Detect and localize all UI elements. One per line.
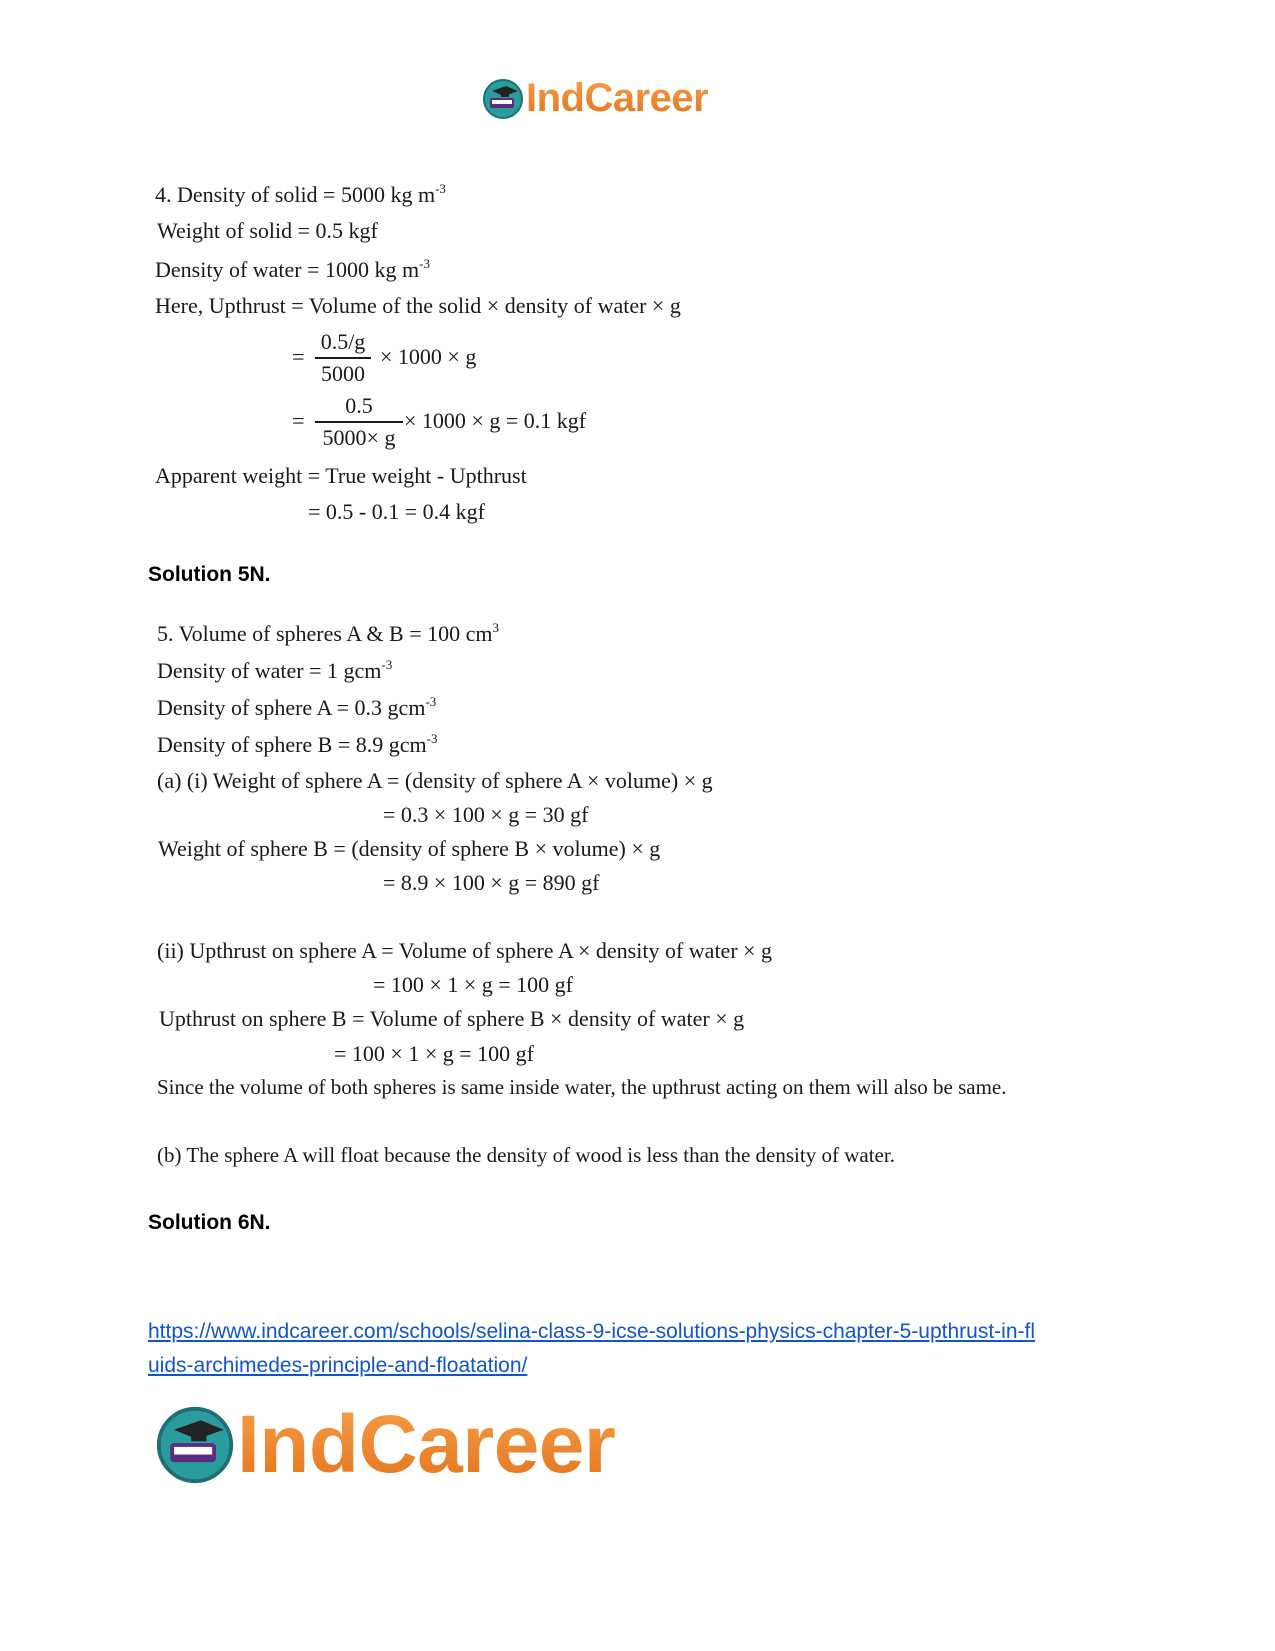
text: 5. Volume of spheres A & B = 100 cm — [157, 621, 493, 646]
eq2-prefix: = — [292, 408, 305, 433]
header-logo — [482, 76, 708, 121]
source-link-line-1[interactable]: https://www.indcareer.com/schools/selina-class-9-icse-solutions-physics-chapter-5-upthrust-in-fl — [148, 1320, 1035, 1343]
solution-5-line-12: = 100 × 1 × g = 100 gf — [334, 1041, 534, 1066]
source-link-line-2[interactable]: uids-archimedes-principle-and-floatation/ — [148, 1354, 528, 1377]
text: 4. Density of solid = 5000 kg m — [155, 182, 436, 207]
solution-5-line-8: = 8.9 × 100 × g = 890 gf — [383, 870, 600, 895]
eq2-fraction — [315, 393, 403, 451]
solution-5-line-5: (a) (i) Weight of sphere A = (density of sphere A × volume) × g — [157, 768, 713, 793]
solution-5-line-9: (ii) Upthrust on sphere A = Volume of sphere A × density of water × g — [157, 938, 773, 963]
solution-5-line-13: Since the volume of both spheres is same inside water, the upthrust acting on them will also be same. — [157, 1075, 1007, 1099]
superscript: 3 — [492, 620, 499, 635]
superscript: -3 — [425, 694, 437, 709]
header-logo-text: IndCareer — [526, 76, 709, 120]
solution-5-line-10: = 100 × 1 × g = 100 gf — [373, 972, 573, 997]
graduation-cap-book-globe-icon — [482, 78, 524, 120]
eq1-prefix: = — [292, 344, 305, 369]
text: Density of sphere B = 8.9 gcm — [157, 732, 427, 757]
solution-5-line-1 — [157, 621, 499, 647]
solution-4-line-4: Here, Upthrust = Volume of the solid × density of water × g — [155, 293, 681, 318]
footer-logo-text: IndCareer — [237, 1399, 616, 1490]
solution-4-line-3 — [155, 257, 430, 283]
text: Density of sphere A = 0.3 gcm — [157, 695, 426, 720]
solution-5-line-2 — [157, 658, 392, 684]
numerator: 0.5 — [345, 393, 373, 418]
text: Density of water = 1000 kg m — [155, 257, 420, 282]
fraction-bar — [315, 421, 403, 423]
solution-5-line-4 — [157, 732, 437, 758]
solution-4-line-2: Weight of solid = 0.5 kgf — [157, 218, 378, 243]
solution-4-line-5: Apparent weight = True weight - Upthrust — [155, 463, 527, 488]
solution-5-line-11: Upthrust on sphere B = Volume of sphere B × density of water × g — [159, 1006, 745, 1031]
solution-5-line-7: Weight of sphere B = (density of sphere B × volume) × g — [158, 836, 661, 861]
superscript: -3 — [381, 657, 393, 672]
solution-6-heading: Solution 6N. — [148, 1211, 271, 1234]
solution-4-line-1 — [155, 182, 446, 208]
fraction-bar — [315, 357, 371, 359]
solution-5-heading: Solution 5N. — [148, 563, 271, 586]
superscript: -3 — [419, 256, 430, 271]
eq2-suffix: × 1000 × g = 0.1 kgf — [404, 408, 587, 433]
superscript: -3 — [426, 731, 438, 746]
solution-5-line-3 — [157, 695, 436, 721]
denominator: 5000 — [321, 360, 365, 386]
footer-logo — [155, 1398, 615, 1492]
solution-5-line-6: = 0.3 × 100 × g = 30 gf — [383, 802, 589, 827]
superscript: -3 — [435, 181, 446, 196]
eq1-fraction — [315, 329, 371, 387]
text: Density of water = 1 gcm — [157, 658, 382, 683]
solution-4-line-6: = 0.5 - 0.1 = 0.4 kgf — [308, 499, 485, 524]
solution-5-line-14: (b) The sphere A will float because the density of wood is less than the density of water. — [157, 1143, 895, 1167]
eq1-suffix: × 1000 × g — [380, 344, 477, 369]
numerator: 0.5/g — [320, 329, 366, 354]
graduation-cap-book-globe-icon — [155, 1405, 235, 1485]
denominator: 5000× g — [322, 424, 396, 450]
